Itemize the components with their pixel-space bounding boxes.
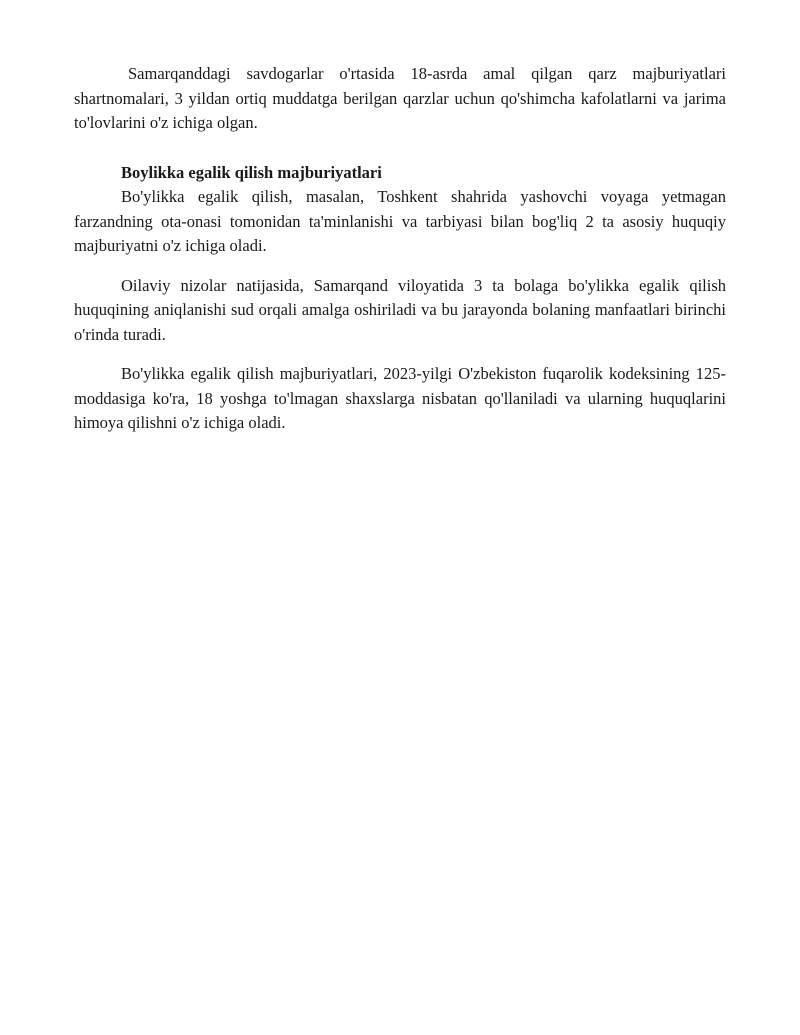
paragraph-civil-code: Bo'ylikka egalik qilish majburiyatlari, 2023-yilgi O'zbekiston fuqarolik kodeksining 125-moddasiga ko'ra, 18 yoshga to'lmagan shaxslarga nisbatan qo'llaniladi va ularning huquqlarini himoya qilishni o'z ichiga oladi. xyxy=(74,364,726,432)
paragraph-guardianship-definition: Bo'ylikka egalik qilish, masalan, Toshkent shahrida yashovchi voyaga yetmagan farzandning ota-onasi tomonidan ta'minlanishi va tarbiyasi bilan bog'liq 2 ta asosiy huquqiy majburiyatni o'z ichiga oladi. xyxy=(74,187,726,255)
paragraph-family-disputes: Oilaviy nizolar natijasida, Samarqand viloyatida 3 ta bolaga bo'ylikka egalik qilish huquqining aniqlanishi sud orqali amalga oshiriladi va bu jarayonda bolaning manfaatlari birinchi o'rinda turadi. xyxy=(74,275,726,344)
paragraph-spacer xyxy=(74,151,726,161)
document-body xyxy=(74,62,726,451)
paragraph-merchants-debt: Samarqanddagi savdogarlar o'rtasida 18-asrda amal qilgan qarz majburiyatlari shartnomalari, 3 yildan ortiq muddatga berilgan qarzlar uchun qo'shimcha kafolatlarni va jarima to'lovlarini o'z ichiga olgan. xyxy=(74,64,726,132)
section-heading: Boylikka egalik qilish majburiyatlari xyxy=(121,162,382,182)
